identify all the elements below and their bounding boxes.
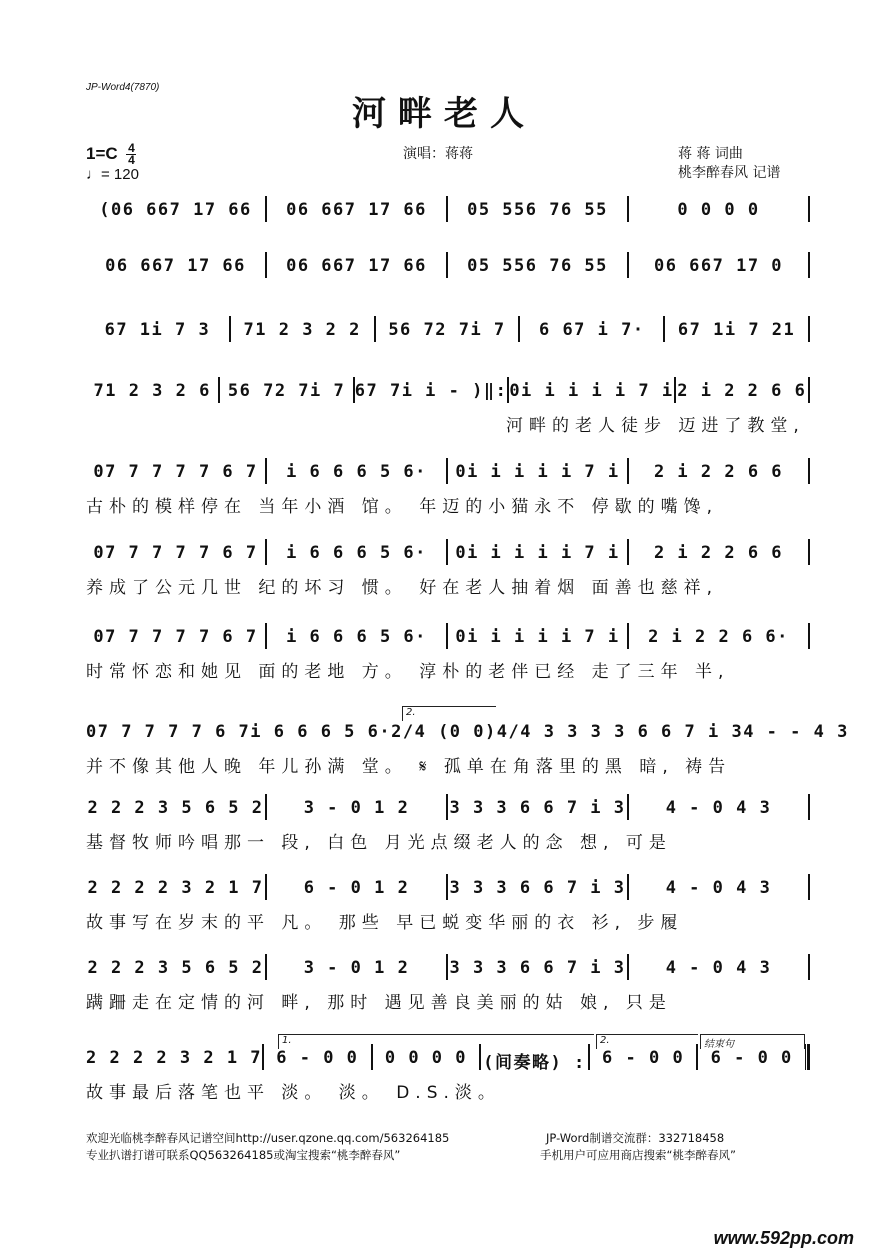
measure: 2 i 2 2 6 6· [648, 627, 789, 647]
notation-line [86, 320, 810, 344]
measure: i 6 6 6 5 6· [286, 462, 427, 482]
measure: 3 - 0 1 2 [303, 798, 410, 818]
score-row [86, 798, 810, 853]
barline [808, 377, 810, 403]
singer-credit: 演唱：蒋蒋 [403, 146, 473, 162]
footer-contact-line: 专业扒谱打谱可联系QQ563264185或淘宝搜索“桃李醉春风” [86, 1148, 401, 1162]
measure: 2 i 2 2 6 6 [653, 462, 784, 482]
lyric-line: 故事写在岁末的平 凡。 那些 早已蜕变华丽的衣 衫, 步履 [86, 913, 684, 933]
measure: 4 - 0 4 3 [665, 798, 772, 818]
lyric-line: 基督牧师吟唱那一 段, 白色 月光点缀老人的念 想, 可是 [86, 833, 672, 853]
time-top: 4 [128, 141, 135, 155]
transcriber-credit: 桃李醉春风 记谱 [678, 165, 781, 181]
measure: 0i i i i i 7 i [509, 381, 674, 401]
volta-coda: 结束句 [700, 1034, 805, 1049]
measure: 06 667 17 66 [105, 256, 246, 276]
footer-website-line: 欢迎光临桃李醉春风记谱空间http://user.qzone.qq.com/563264185 [86, 1131, 450, 1145]
measure: 0i i i i i 7 i [455, 627, 620, 647]
score-row [86, 200, 810, 242]
notation-line [86, 543, 810, 567]
measure: 3 3 3 6 6 7 i 3 [449, 798, 626, 818]
measure: 07 7 7 7 7 6 7 [93, 627, 258, 647]
measure: 6 - 0 0 [710, 1048, 793, 1068]
measure: i 6 6 6 5 6· [250, 722, 392, 742]
measure: 07 7 7 7 7 6 7 [93, 543, 258, 563]
lyric-line: 蹒跚走在定情的河 畔, 那时 遇见善良美丽的姑 娘, 只是 [86, 993, 672, 1013]
score-row [86, 256, 810, 298]
footer-group-line: JP-Word制谱交流群：332718458 [546, 1131, 725, 1145]
measure: 71 2 3 2 6 [93, 381, 211, 401]
tempo-marking: ♩= 120 [86, 166, 139, 183]
measure: 67 7i i - )‖: [354, 381, 508, 401]
notation-line [86, 958, 810, 982]
volta-first-ending: 1. [278, 1034, 594, 1049]
measure: i 6 6 6 5 6· [286, 543, 427, 563]
barline [808, 196, 810, 222]
measure: 2 2 2 2 3 2 1 7 [87, 878, 264, 898]
measure: 67 1i 7 3 [104, 320, 211, 340]
measure: 05 556 76 55 [467, 200, 608, 220]
time-bottom: 4 [128, 153, 135, 167]
site-watermark: www.592pp.com [713, 1228, 854, 1248]
measure: 0i i i i i 7 i [455, 543, 620, 563]
lyric-line: 河畔的老人徒步 迈进了教堂, [506, 416, 805, 436]
measure: i 6 6 6 5 6· [286, 627, 427, 647]
notation-line [86, 878, 810, 902]
measure: 6 - 0 0 [602, 1048, 685, 1068]
volta-second-ending-row8: 2. [402, 706, 496, 721]
software-tag: JP-Word4(7870) [86, 82, 160, 93]
measure: 3 3 3 6 6 7 i 3 [449, 878, 626, 898]
score-row [86, 543, 810, 598]
score-row [86, 878, 810, 933]
measure: 2 i 2 2 6 6 [653, 543, 784, 563]
key-signature [86, 143, 136, 166]
measure: 6 67 i 7· [538, 320, 645, 340]
measure: 4 - 0 4 3 [665, 958, 772, 978]
barline [805, 1044, 810, 1070]
measure: 06 667 17 0 [653, 256, 784, 276]
score-row [86, 627, 810, 682]
notation-line [86, 462, 810, 486]
measure: 07 7 7 7 7 6 7 [86, 722, 251, 742]
measure: 2/4 (0 0) [391, 722, 497, 742]
measure: 6 - 0 1 2 [303, 878, 410, 898]
footer-app-line: 手机用户可应用商店搜索“桃李醉春风” [540, 1148, 736, 1162]
measure: 0 0 0 0 [384, 1048, 467, 1068]
notation-line [86, 256, 810, 280]
score-row [86, 958, 810, 1013]
lyric-line: 并不像其他人晚 年儿孙满 堂。 𝄋 孤单在角落里的黑 暗, 祷告 [86, 757, 732, 777]
measure: 3 - 0 1 2 [303, 958, 410, 978]
barline [808, 874, 810, 900]
lyric-line: 时常怀恋和她见 面的老地 方。 淳朴的老伴已经 走了三年 半, [86, 662, 730, 682]
notation-line [86, 200, 810, 224]
notation-line [86, 798, 810, 822]
notation-line [86, 627, 810, 651]
score-row [86, 320, 810, 362]
score-row [86, 381, 810, 436]
barline [808, 316, 810, 342]
measure: 4 - - 4 3 [743, 722, 849, 742]
measure: 07 7 7 7 7 6 7 [93, 462, 258, 482]
measure: 2 2 2 3 5 6 5 2 [87, 958, 264, 978]
score-row [86, 1048, 810, 1103]
composer-credit: 蒋 蒋 词曲 [678, 146, 743, 162]
measure: 56 72 7i 7 [388, 320, 506, 340]
barline [808, 252, 810, 278]
song-title: 河畔老人 [352, 94, 536, 134]
barline [808, 458, 810, 484]
notation-line [86, 1048, 810, 1072]
barline [808, 539, 810, 565]
measure: 71 2 3 2 2 [243, 320, 361, 340]
measure: 67 1i 7 21 [677, 320, 796, 340]
measure: 2 2 2 3 5 6 5 2 [87, 798, 264, 818]
barline [808, 954, 810, 980]
barline [808, 623, 810, 649]
score-row [86, 722, 849, 777]
measure: 0 0 0 0 [677, 200, 760, 220]
measure: 4 - 0 4 3 [665, 878, 772, 898]
time-signature [126, 143, 136, 166]
measure: 4/4 3 3 3 3 6 6 7 i 3 [496, 722, 744, 742]
measure: 06 667 17 66 [286, 256, 427, 276]
measure: 2 i 2 2 6 6 [677, 381, 807, 401]
measure: (间奏略) : [483, 1053, 586, 1073]
lyric-line: 故事最后落笔也平 淡。 淡。 D.S.淡。 [86, 1083, 501, 1103]
lyric-line: 古朴的模样停在 当年小酒 馆。 年迈的小猫永不 停歇的嘴馋, [86, 497, 719, 517]
measure: (06 667 17 66 [99, 200, 252, 220]
notation-line [86, 722, 849, 746]
measure: 2 2 2 2 3 2 1 7 [86, 1048, 263, 1068]
score-row [86, 462, 810, 517]
volta-second-ending: 2. [596, 1034, 698, 1049]
measure: 0i i i i i 7 i [455, 462, 620, 482]
measure: 6 - 0 0 [276, 1048, 359, 1068]
measure: 06 667 17 66 [286, 200, 427, 220]
measure: 3 3 3 6 6 7 i 3 [449, 958, 626, 978]
key-label: 1=C [86, 143, 118, 163]
barline [808, 794, 810, 820]
notation-line [86, 381, 810, 405]
lyric-line: 养成了公元几世 纪的坏习 惯。 好在老人抽着烟 面善也慈祥, [86, 578, 719, 598]
measure: 56 72 7i 7 [227, 381, 346, 401]
measure: 05 556 76 55 [467, 256, 608, 276]
